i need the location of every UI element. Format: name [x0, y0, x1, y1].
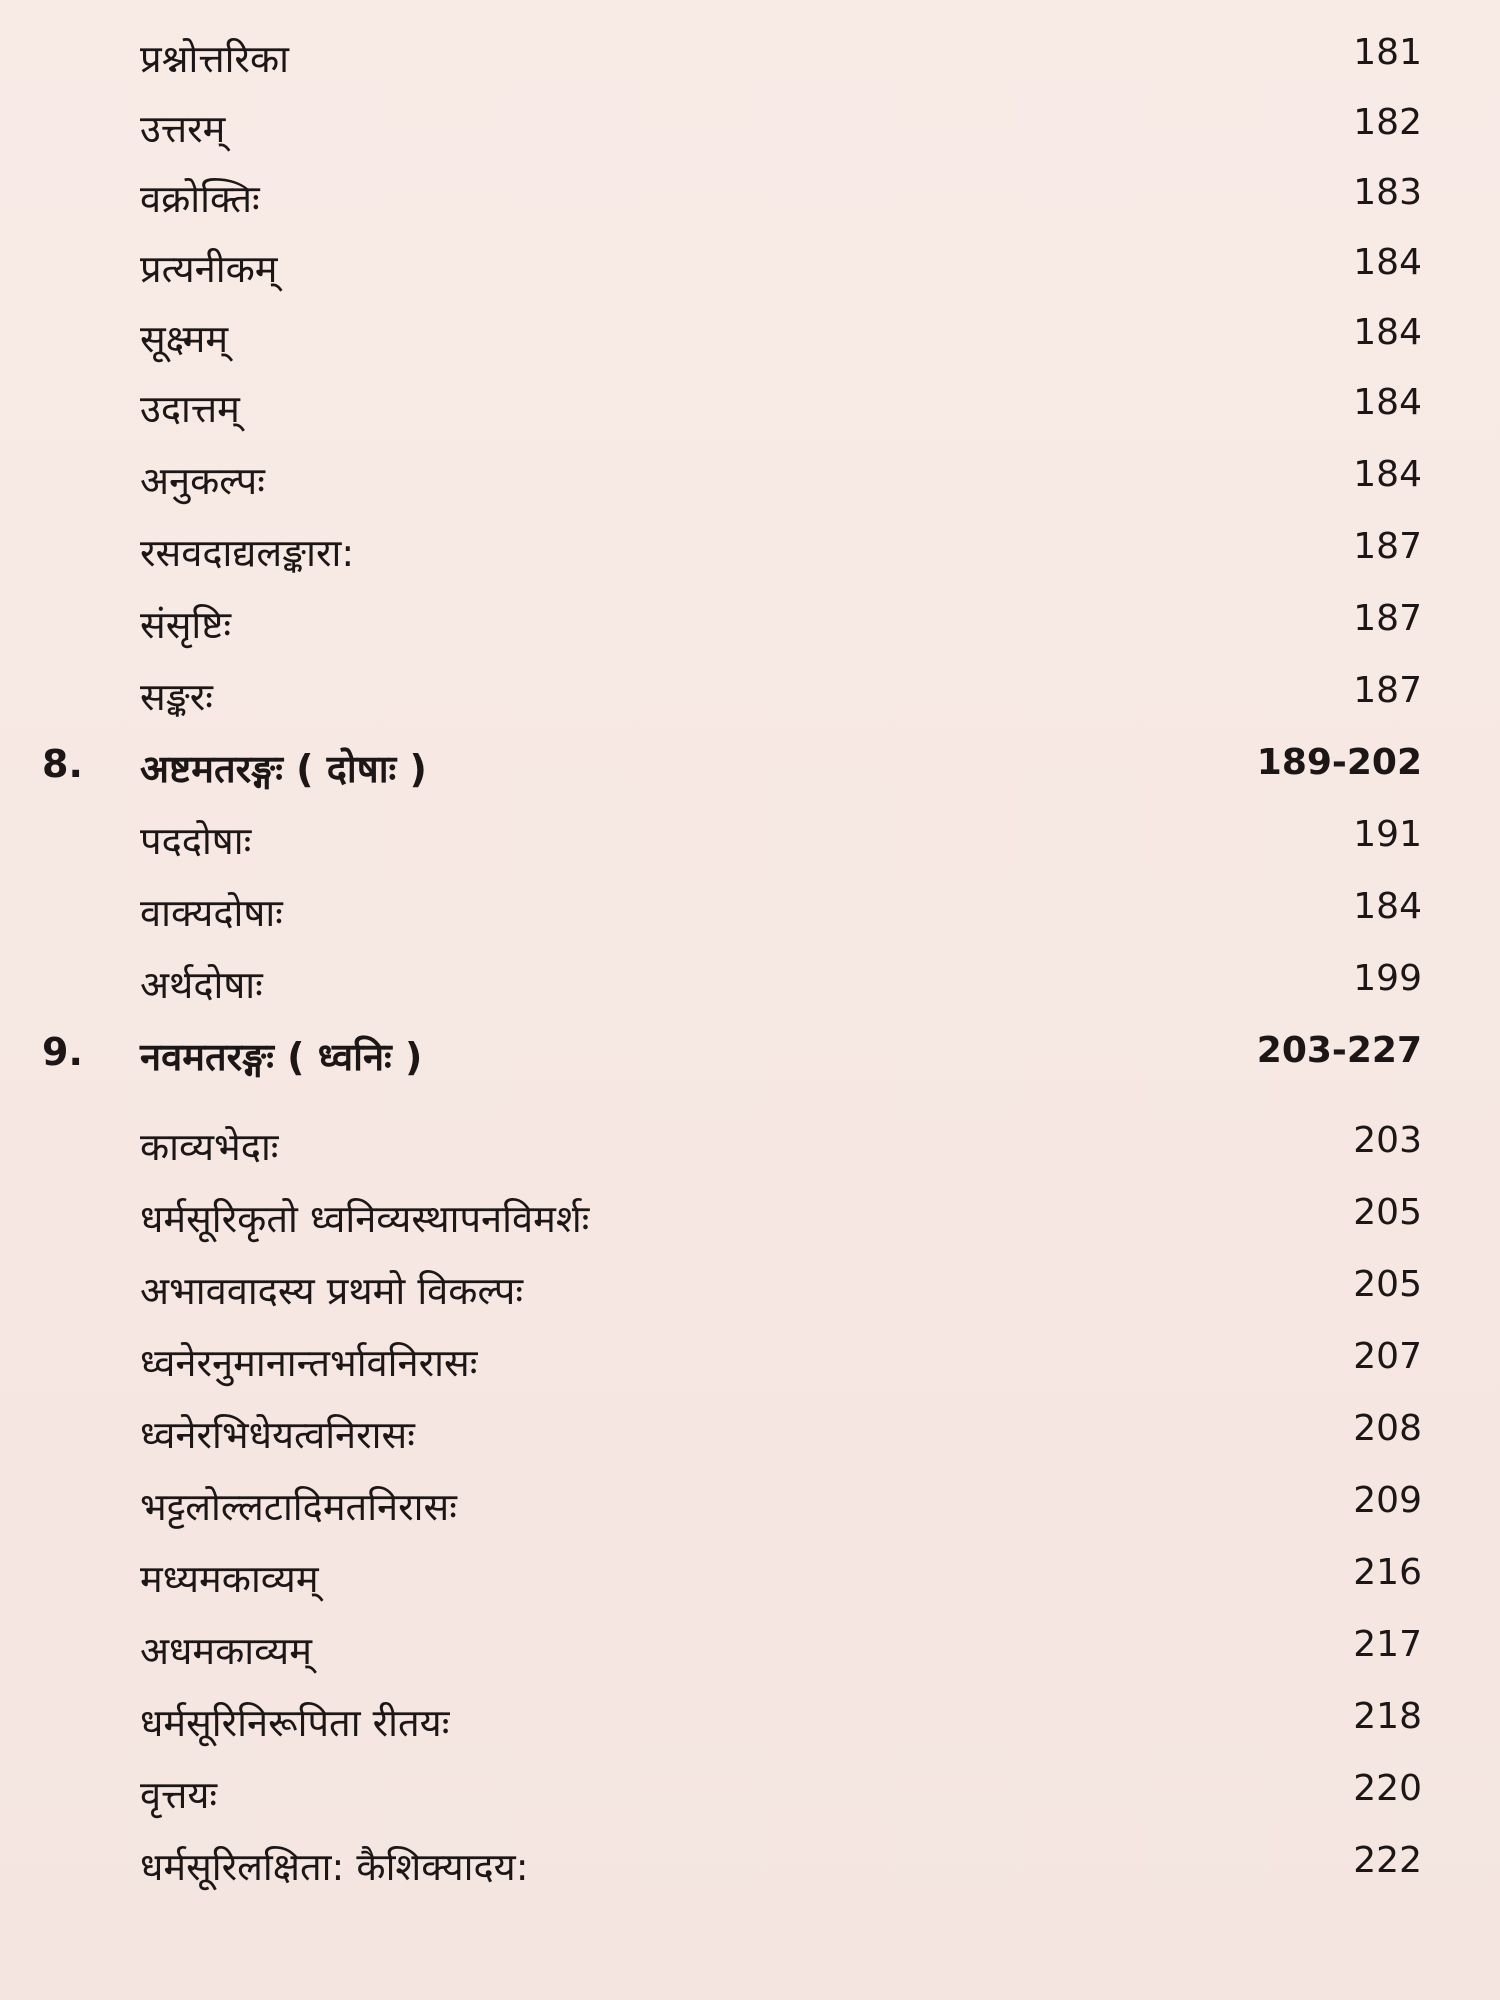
page-number: 205 [1353, 1264, 1422, 1305]
page-number: 207 [1353, 1336, 1422, 1377]
chapter-number: 8. [42, 742, 83, 786]
toc-entry-row [0, 958, 1500, 1018]
entry-title: सङ्करः [140, 675, 213, 719]
page-number: 222 [1353, 1840, 1422, 1881]
page-number: 187 [1353, 598, 1422, 639]
entry-title: अष्टमतरङ्गः ( दोषाः ) [140, 747, 427, 791]
entry-title: धर्मसूरिलक्षिता: कैशिक्यादय: [140, 1845, 529, 1889]
entry-title: रसवदाद्यलङ्कारा: [140, 531, 355, 575]
toc-entry-row [0, 102, 1500, 162]
toc-entry-row [0, 1552, 1500, 1612]
toc-chapter-row [0, 1030, 1500, 1090]
toc-chapter-row [0, 742, 1500, 802]
page-number: 203-227 [1256, 1030, 1422, 1071]
entry-title: प्रत्यनीकम् [140, 247, 278, 291]
toc-entry-row [0, 1480, 1500, 1540]
chapter-number: 9. [42, 1030, 83, 1074]
toc-entry-row [0, 1624, 1500, 1684]
page-number: 184 [1353, 886, 1422, 927]
toc-entry-row [0, 598, 1500, 658]
toc-entry-row [0, 670, 1500, 730]
entry-title: सूक्ष्मम् [140, 317, 229, 361]
entry-title: अधमकाव्यम् [140, 1629, 312, 1673]
page-number: 183 [1353, 172, 1422, 213]
entry-title: प्रश्नोत्तरिका [140, 37, 289, 81]
toc-entry-row [0, 242, 1500, 302]
toc-entry-row [0, 312, 1500, 372]
toc-entry-row [0, 886, 1500, 946]
entry-title: अनुकल्पः [140, 459, 265, 503]
entry-title: वाक्यदोषाः [140, 891, 283, 935]
page-number: 218 [1353, 1696, 1422, 1737]
toc-entry-row [0, 382, 1500, 442]
page-number: 199 [1353, 958, 1422, 999]
page-number: 208 [1353, 1408, 1422, 1449]
page-number: 216 [1353, 1552, 1422, 1593]
page-number: 182 [1353, 102, 1422, 143]
toc-entry-row [0, 172, 1500, 232]
toc-entry-row [0, 1192, 1500, 1252]
toc-entry-row [0, 1408, 1500, 1468]
page-number: 184 [1353, 454, 1422, 495]
toc-entry-row [0, 1696, 1500, 1756]
entry-title: नवमतरङ्गः ( ध्वनिः ) [140, 1035, 423, 1079]
page-number: 203 [1353, 1120, 1422, 1161]
page-number: 181 [1353, 32, 1422, 73]
page-number: 217 [1353, 1624, 1422, 1665]
page-number: 205 [1353, 1192, 1422, 1233]
toc-entry-row [0, 1264, 1500, 1324]
entry-title: धर्मसूरिनिरूपिता रीतयः [140, 1701, 450, 1745]
entry-title: काव्यभेदाः [140, 1125, 279, 1169]
toc-entry-row [0, 814, 1500, 874]
page-number: 220 [1353, 1768, 1422, 1809]
page-number: 209 [1353, 1480, 1422, 1521]
toc-entry-row [0, 1768, 1500, 1828]
entry-title: अर्थदोषाः [140, 963, 263, 1007]
toc-entry-row [0, 32, 1500, 92]
entry-title: वक्रोक्तिः [140, 177, 260, 221]
entry-title: उत्तरम् [140, 107, 226, 151]
page-number: 184 [1353, 312, 1422, 353]
page-number: 184 [1353, 382, 1422, 423]
toc-entry-row [0, 1120, 1500, 1180]
page-number: 189-202 [1256, 742, 1422, 783]
page-number: 187 [1353, 526, 1422, 567]
entry-title: पददोषाः [140, 819, 252, 863]
page-number: 191 [1353, 814, 1422, 855]
toc-entry-row [0, 454, 1500, 514]
toc-entry-row [0, 526, 1500, 586]
entry-title: संसृष्टिः [140, 603, 232, 647]
entry-title: वृत्तयः [140, 1773, 218, 1817]
entry-title: अभाववादस्य प्रथमो विकल्पः [140, 1269, 524, 1313]
entry-title: उदात्तम् [140, 387, 240, 431]
entry-title: मध्यमकाव्यम् [140, 1557, 319, 1601]
page-number: 187 [1353, 670, 1422, 711]
entry-title: भट्टलोल्लटादिमतनिरासः [140, 1485, 457, 1529]
entry-title: ध्वनेरनुमानान्तर्भावनिरासः [140, 1341, 478, 1385]
page-number: 184 [1353, 242, 1422, 283]
toc-entry-row [0, 1840, 1500, 1900]
toc-entry-row [0, 1336, 1500, 1396]
entry-title: धर्मसूरिकृतो ध्वनिव्यस्थापनविमर्शः [140, 1197, 590, 1241]
entry-title: ध्वनेरभिधेयत्वनिरासः [140, 1413, 415, 1457]
